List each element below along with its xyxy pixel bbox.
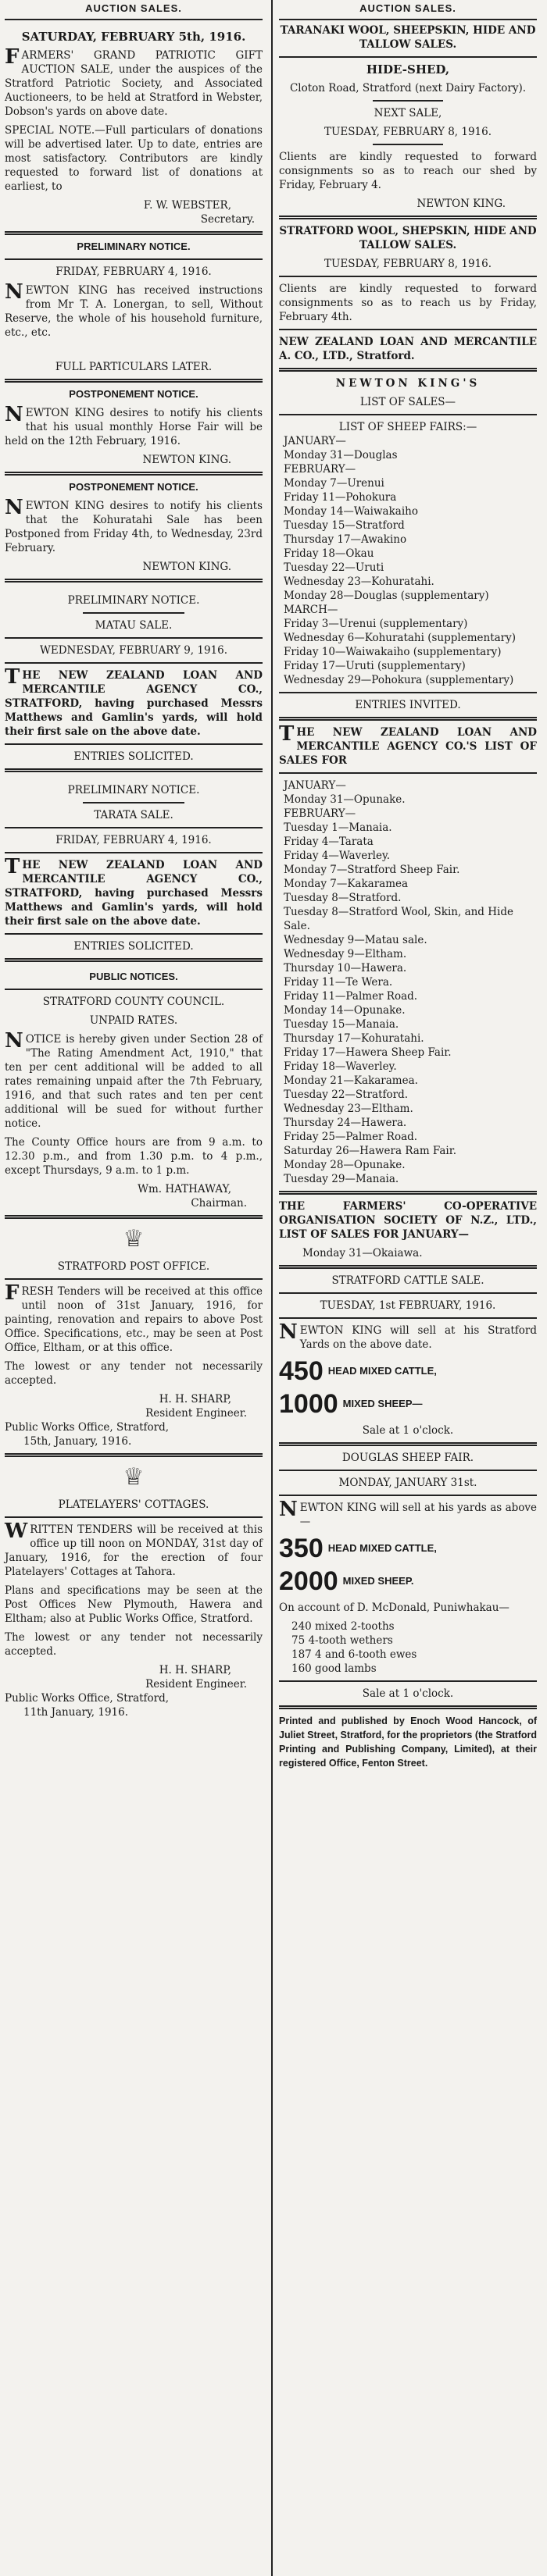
list-item: Friday 25—Palmer Road.	[284, 1131, 418, 1143]
divider	[5, 989, 263, 990]
divider	[279, 1191, 537, 1195]
ad-body: Clients are kindly requested to forward consignments so as to reach our shed by Friday, February 4.	[279, 151, 537, 191]
ad-title: STRATFORD COUNTY COUNCIL.	[42, 996, 225, 1008]
list-item: Monday 14—Opunake.	[284, 1004, 406, 1017]
list-item: JANUARY—	[284, 435, 346, 447]
left-column	[5, 0, 263, 1719]
ad-footer: Sale at 1 o'clock.	[362, 1687, 454, 1700]
stratford-wool-ad	[279, 224, 537, 363]
sheep-label: MIXED SHEEP—	[342, 1398, 423, 1409]
ad-title: PRELIMINARY NOTICE.	[67, 784, 200, 796]
ad-title: PRELIMINARY NOTICE.	[67, 594, 200, 607]
left-section-header: AUCTION SALES.	[5, 0, 263, 20]
list-item: 75 4-tooth wethers	[291, 1634, 393, 1647]
ad-footer: Sale at 1 o'clock.	[362, 1424, 454, 1437]
list-item: Wednesday 23—Eltham.	[284, 1103, 413, 1115]
ad-body-2: Plans and specifications may be seen at the Post Offices New Plymouth, Hawera and Eltham; also at Public Works Office, Stratford.	[5, 1584, 263, 1625]
ad-date: TUESDAY, 1st FEBRUARY, 1916.	[320, 1299, 496, 1312]
divider	[83, 612, 184, 614]
ad-date: FRIDAY, FEBRUARY 4, 1916.	[55, 834, 212, 846]
section-title: PUBLIC NOTICES.	[89, 971, 178, 982]
cattle-count: 350	[279, 1534, 324, 1563]
ad-title: PRELIMINARY NOTICE.	[77, 240, 191, 252]
divider	[5, 852, 263, 853]
ad-company: NEW ZEALAND LOAN AND MERCANTILE A. CO., LTD., Stratford.	[279, 336, 537, 362]
divider	[5, 1278, 263, 1280]
ad-next: NEXT SALE,	[374, 107, 442, 119]
divider	[5, 1453, 263, 1457]
divider	[5, 1215, 263, 1219]
sheep-fairs-list	[279, 434, 537, 687]
sheep-count: 1000	[279, 1389, 338, 1419]
cattle-sale-ad	[279, 1274, 537, 1438]
ad-title: DOUGLAS SHEEP FAIR.	[341, 1452, 474, 1464]
list-item: Tuesday 8—Stratford Wool, Skin, and Hide Sale.	[284, 906, 513, 932]
list-item: Friday 4—Waverley.	[284, 850, 391, 862]
divider	[279, 1442, 537, 1446]
divider	[5, 579, 263, 583]
list-item: Friday 17—Uruti (supplementary)	[284, 660, 466, 672]
divider	[279, 368, 537, 372]
ad-title: TARANAKI WOOL, SHEEPSKIN, HIDE AND TALLOW SALES.	[280, 24, 536, 51]
ad-body: THE NEW ZEALAND LOAN AND MERCANTILE AGENCY CO., STRATFORD, having purchased Messrs Matthews and Gamlin's yards, will hold their first sale on the above date.	[5, 855, 263, 928]
ad-date: TUESDAY, FEBRUARY 8, 1916.	[324, 126, 492, 138]
ad-body: WRITTEN TENDERS will be received at this office up till noon on MONDAY, 31st day of January, 1916, for the erection of four Platelayers' Cottages at Tahora.	[5, 1520, 263, 1578]
list-item: Wednesday 29—Pohokura (supplementary)	[284, 674, 514, 686]
divider	[279, 276, 537, 277]
divider	[5, 743, 263, 745]
county-council-ad	[5, 970, 263, 1210]
divider	[279, 1495, 537, 1496]
ad-body: NEWTON KING desires to notify his clients that the Kohuratahi Sale has been Postponed from Friday 4th, to Wednesday, 23rd February.	[5, 496, 263, 554]
divider	[279, 692, 537, 693]
ad-date: TUESDAY, FEBRUARY 8, 1916.	[324, 258, 492, 270]
printer-imprint: Printed and published by Enoch Wood Hancock, of Juliet Street, Stratford, for the proprietors (the Stratford Printing and Publishing Company, Limited), at their registered Office, Fenton Street.	[279, 1716, 537, 1769]
ad-note: The lowest or any tender not necessarily accepted.	[5, 1631, 263, 1658]
ad-signer: H. H. SHARP,	[159, 1664, 231, 1676]
list-item: Friday 10—Waiwakaiho (supplementary)	[284, 646, 502, 658]
divider	[5, 827, 263, 828]
ad-title: POSTPONEMENT NOTICE.	[69, 481, 198, 493]
list-item: Monday 14—Waiwakaiho	[284, 505, 418, 518]
divider	[5, 958, 263, 962]
ad-signer: NEWTON KING.	[142, 454, 231, 466]
divider	[279, 1292, 537, 1294]
sheep-label: MIXED SHEEP.	[342, 1575, 414, 1587]
sales-list	[279, 779, 537, 1186]
list-item: Monday 31—Douglas	[284, 449, 398, 461]
right-section-header: AUCTION SALES.	[279, 0, 537, 20]
divider	[5, 231, 263, 235]
platelayers-cottages-ad	[5, 1462, 263, 1719]
postponement-notice-ad	[5, 387, 263, 467]
ad-role: Chairman.	[191, 1197, 247, 1210]
list-item: Monday 31—Okaiawa.	[302, 1247, 423, 1259]
sheep-count: 2000	[279, 1566, 338, 1596]
ad-title: STRATFORD POST OFFICE.	[57, 1260, 210, 1273]
list-item: Thursday 17—Kohuratahi.	[284, 1032, 424, 1045]
taranaki-wool-ad	[279, 23, 537, 211]
ad-date: 11th January, 1916.	[23, 1706, 129, 1719]
divider	[279, 1705, 537, 1709]
ad-hours: The County Office hours are from 9 a.m. to 12.30 p.m., and from 1.30 p.m. to 4 p.m., except Thursdays, 9 a.m. to 1 p.m.	[5, 1136, 263, 1177]
cattle-label: HEAD MIXED CATTLE,	[327, 1542, 437, 1554]
patriotic-sale-ad	[5, 30, 263, 226]
divider	[279, 216, 537, 219]
divider	[83, 802, 184, 803]
list-item: Wednesday 9—Matau sale.	[284, 934, 427, 946]
stock-list	[279, 1619, 537, 1676]
ad-subtitle: MATAU SALE.	[95, 619, 173, 632]
list-item: Friday 11—Te Wera.	[284, 976, 393, 989]
list-item: Friday 3—Urenui (supplementary)	[284, 618, 468, 630]
ad-signer: NEWTON KING.	[142, 561, 231, 573]
list-item: Saturday 26—Hawera Ram Fair.	[284, 1145, 457, 1157]
divider	[279, 1265, 537, 1269]
ad-body: FRESH Tenders will be received at this office until noon of 31st January, 1916, for painting, renovation and repairs to above Post Office. Specifications, etc., may be seen at Post Office, Eltham, or at this office.	[5, 1281, 263, 1354]
ad-signer: H. H. SHARP,	[159, 1393, 231, 1406]
farmers-coop-ad	[279, 1199, 537, 1260]
ad-footer: ENTRIES SOLICITED.	[73, 750, 194, 763]
list-item: JANUARY—	[284, 779, 346, 792]
list-item: Friday 11—Pohokura	[284, 491, 397, 504]
divider	[5, 662, 263, 664]
divider	[5, 637, 263, 639]
divider	[279, 1317, 537, 1319]
ad-place: Public Works Office, Stratford,	[5, 1421, 170, 1434]
divider	[279, 329, 537, 330]
column-divider	[271, 0, 273, 2576]
ad-role: Secretary.	[200, 213, 255, 226]
ad-body: NEWTON KING has received instructions from Mr T. A. Lonergan, to sell, Without Reserve, the whole of his household furniture, etc., etc.	[5, 280, 263, 339]
ad-body: NEWTON KING will sell at his Stratford Yards on the above date.	[279, 1320, 537, 1351]
list-item: Monday 28—Douglas (supplementary)	[284, 590, 489, 602]
ad-title: THE NEW ZEALAND LOAN AND MERCANTILE AGENCY CO.'S LIST OF SALES FOR	[279, 722, 537, 767]
divider	[373, 100, 443, 102]
ad-date: 15th, January, 1916.	[23, 1435, 132, 1448]
ad-subtitle: TARATA SALE.	[94, 809, 173, 821]
list-item: 187 4 and 6-tooth ewes	[291, 1648, 417, 1661]
list-item: Tuesday 8—Stratford.	[284, 892, 402, 904]
list-item: Wednesday 9—Eltham.	[284, 948, 407, 960]
ad-place: Public Works Office, Stratford,	[5, 1692, 170, 1705]
list-item: Friday 4—Tarata	[284, 836, 374, 848]
list-item: Monday 31—Opunake.	[284, 793, 406, 806]
ad-title: STRATFORD WOOL, SHEPSKIN, HIDE AND TALLOW SALES.	[279, 225, 537, 251]
list-item: FEBRUARY—	[284, 807, 356, 820]
preliminary-notice-ad	[5, 240, 263, 374]
list-item: Friday 11—Palmer Road.	[284, 990, 418, 1003]
divider	[373, 144, 443, 145]
tarata-sale-ad	[5, 783, 263, 953]
divider	[5, 258, 263, 260]
list-item: Tuesday 15—Stratford	[284, 519, 405, 532]
ad-body: NEWTON KING desires to notify his clients that his usual monthly Horse Fair will be held on the 12th February, 1916.	[5, 403, 263, 447]
ad-title: THE FARMERS' CO-OPERATIVE ORGANISATION SOCIETY OF N.Z., LTD., LIST OF SALES FOR JANUARY—	[279, 1200, 537, 1241]
ad-list-title: LIST OF SHEEP FAIRS:—	[338, 421, 477, 433]
divider	[279, 717, 537, 721]
postponement-notice-ad	[5, 480, 263, 574]
ad-title: NEWTON KING'S	[335, 377, 481, 390]
list-item: Tuesday 1—Manaia.	[284, 821, 392, 834]
newton-king-list-ad	[279, 376, 537, 712]
ad-body: FARMERS' GRAND PATRIOTIC GIFT AUCTION SALE, under the auspices of the Stratford Patriotic Society, and Associated Auctioneers, to be held at Stratford in Webster, Dobson's yards on above date.	[5, 45, 263, 118]
list-item: Monday 21—Kakaramea.	[284, 1074, 418, 1087]
ad-place: Cloton Road, Stratford (next Dairy Factory).	[289, 82, 527, 94]
ad-date: MONDAY, JANUARY 31st.	[338, 1477, 477, 1489]
list-item: 240 mixed 2-tooths	[291, 1620, 395, 1633]
ad-signer: F. W. WEBSTER,	[143, 199, 231, 212]
divider	[279, 772, 537, 774]
divider	[5, 768, 263, 772]
ad-body: THE NEW ZEALAND LOAN AND MERCANTILE AGENCY CO., STRATFORD, having purchased Messrs Matthews and Gamlin's yards, will hold their first sale on the above date.	[5, 665, 263, 738]
royal-crest-icon: ♕	[123, 1463, 145, 1491]
ad-title: SATURDAY, FEBRUARY 5th, 1916.	[21, 30, 246, 44]
divider	[5, 1516, 263, 1518]
list-item: Monday 7—Kakaramea	[284, 878, 409, 890]
ad-body: NEWTON KING will sell at his yards as above—	[279, 1498, 537, 1528]
divider	[5, 933, 263, 935]
nz-loan-list-ad	[279, 722, 537, 1186]
ad-date: FRIDAY, FEBRUARY 4, 1916.	[55, 265, 212, 278]
ad-note: SPECIAL NOTE.—Full particulars of donations will be advertised later. Up to date, entries are most satisfactory. Contributors are kindly requested to forward list of donations at earliest, to	[5, 124, 263, 193]
right-column	[279, 0, 537, 1775]
ad-body: NOTICE is hereby given under Section 28 of "The Rating Amendment Act, 1910," that ten per cent additional will be added to all rates remaining unpaid after the 7th February, 1916, and that such rates and ten per cent additional will be sued for without further notice.	[5, 1029, 263, 1130]
matau-sale-ad	[5, 593, 263, 764]
list-item: MARCH—	[284, 604, 338, 616]
divider	[5, 472, 263, 476]
list-item: Wednesday 6—Kohuratahi (supplementary)	[284, 632, 517, 644]
ad-footer: ENTRIES INVITED.	[355, 699, 461, 711]
list-item: Friday 18—Okau	[284, 547, 374, 560]
list-item: Monday 7—Stratford Sheep Fair.	[284, 864, 460, 876]
cattle-label: HEAD MIXED CATTLE,	[327, 1365, 437, 1377]
divider	[279, 56, 537, 58]
ad-footer: ENTRIES SOLICITED.	[73, 940, 194, 953]
list-item: 160 good lambs	[291, 1662, 377, 1675]
post-office-ad	[5, 1224, 263, 1448]
ad-account: On account of D. McDonald, Puniwhakau—	[279, 1602, 509, 1614]
list-item: Monday 28—Opunake.	[284, 1159, 406, 1171]
cattle-count: 450	[279, 1356, 324, 1386]
list-item: Wednesday 23—Kohuratahi.	[284, 575, 434, 588]
ad-footer: FULL PARTICULARS LATER.	[55, 361, 213, 373]
list-item: Tuesday 29—Manaia.	[284, 1173, 399, 1185]
ad-role: Resident Engineer.	[145, 1407, 247, 1420]
list-item: Thursday 17—Awakino	[284, 533, 407, 546]
list-item: Monday 7—Urenui	[284, 477, 384, 490]
ad-note: The lowest or any tender not necessarily accepted.	[5, 1360, 263, 1387]
douglas-fair-ad	[279, 1451, 537, 1701]
list-item: Tuesday 22—Uruti	[284, 561, 384, 574]
divider	[279, 414, 537, 415]
list-item: Friday 18—Waverley.	[284, 1060, 397, 1073]
divider	[279, 1680, 537, 1682]
royal-crest-icon: ♕	[123, 1225, 145, 1252]
ad-body: Clients are kindly requested to forward consignments so as to reach us by Friday, February 4th.	[279, 283, 537, 323]
ad-signer: NEWTON KING.	[417, 198, 506, 210]
list-item: Tuesday 22—Stratford.	[284, 1088, 409, 1101]
ad-signer: Wm. HATHAWAY,	[138, 1183, 231, 1195]
divider	[5, 379, 263, 383]
list-item: FEBRUARY—	[284, 463, 356, 476]
ad-role: Resident Engineer.	[145, 1678, 247, 1691]
ad-title: PLATELAYERS' COTTAGES.	[58, 1498, 209, 1511]
divider	[279, 1470, 537, 1471]
list-item: Thursday 24—Hawera.	[284, 1117, 407, 1129]
ad-title: STRATFORD CATTLE SALE.	[331, 1274, 484, 1287]
ad-subtitle: HIDE-SHED,	[366, 62, 450, 77]
ad-date: WEDNESDAY, FEBRUARY 9, 1916.	[39, 644, 228, 657]
list-item: Tuesday 15—Manaia.	[284, 1018, 399, 1031]
ad-subtitle: LIST OF SALES—	[359, 396, 456, 408]
list-item: Friday 17—Hawera Sheep Fair.	[284, 1046, 452, 1059]
ad-subtitle: UNPAID RATES.	[89, 1014, 178, 1027]
ad-title: POSTPONEMENT NOTICE.	[69, 388, 198, 400]
list-item: Thursday 10—Hawera.	[284, 962, 407, 974]
